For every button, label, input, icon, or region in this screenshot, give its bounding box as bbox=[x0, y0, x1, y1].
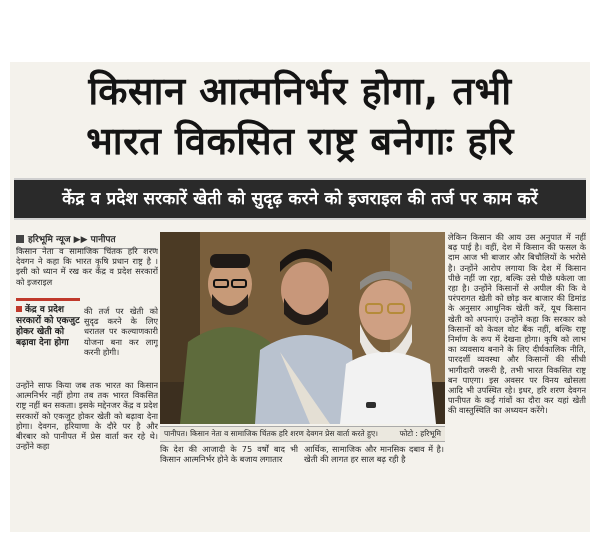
photo-illustration bbox=[160, 232, 445, 424]
article-column-3: आर्थिक, सामाजिक और मानसिक दबाव में है। खेती की लागत हर साल बढ़ रही है bbox=[304, 444, 444, 465]
headline-line-1: किसान आत्मनिर्भर होगा, तभी bbox=[88, 69, 512, 113]
pull-quote-text: केंद्र व प्रदेश सरकारों को एकजुट होकर खेती को बढ़ावा देना होगा bbox=[16, 305, 80, 348]
pull-quote bbox=[16, 298, 80, 377]
article-column-1-bottom: उन्होंने साफ किया जब तक भारत का किसान आत्मनिर्भर नहीं होगा तब तक भारत विकसित राष्ट्र नहीं बन सकता। इसके मद्देनजर केंद्र व प्रदेश सरकारों को एकजुट होकर खेती को बढ़ावा देना होगा। देवगन, हरियाणा के दौरे पर है और बीरबार को पानीपत में प्रेस वार्ता कर रहे थे। उन्होंने कहा bbox=[16, 380, 158, 452]
photo-credit: फोटो : हरिभूमि bbox=[399, 429, 441, 438]
byline-text: हरिभूमि न्यूज ▶▶ पानीपत bbox=[28, 235, 116, 245]
article-column-1-top: किसान नेता व सामाजिक चिंतक हरि शरण देवगन ने कहा कि भारत कृषि प्रधान राष्ट्र है । इसी को ध्यान में रख कर केंद्र व प्रदेश सरकारों को इजराइल bbox=[16, 246, 158, 287]
headline bbox=[14, 66, 586, 166]
article-column-4: लेकिन किसान की आय उस अनुपात में नहीं बढ़ पाई है। वहीं, देश में किसान की फसल के दाम आज भी बाजार और बिचौलियों के भरोसे है। उन्होंने आरोप लगाया कि देश में किसान पीछे नहीं जा रहा, बल्कि उसे पीछे धकेला जा रहा है। उन्होंने किसानों से अपील की कि वे परंपरागत खेती को छोड़ कर बाजार की डिमांड के अनुसार आधुनिक खेती करें, यूथ किसान खेती को अपनाएं। उन्होंने कहा कि सरकार को किसानों को केवल वोट बैंक नहीं, बल्कि राष्ट्र निर्माण के रूप में देखना होगा। कृषि को लाभ का व्यवसाय बनाने के लिए दीर्घकालिक नीति, पारदर्शी व्यवस्था और किसानों की सीधी भागीदारी जरूरी है, तभी भारत विकसित राष्ट्र बन पाएगा। इस अवसर पर विनय खोसला आदि भी उपस्थित रहे। इधर, हरि शरण देवगन पानीपत के कई गांवों का दौरा कर यहां खेती की वास्तुस्थिति का अध्ययन करेंगे। bbox=[448, 232, 586, 416]
photo-caption bbox=[160, 426, 445, 442]
press-conference-photo bbox=[160, 232, 445, 424]
subheadline-banner: केंद्र व प्रदेश सरकारें खेती को सुदृढ़ करने को इजराइल की तर्ज पर काम करें bbox=[14, 178, 586, 220]
article-column-2: कि देश की आजादी के 75 वर्षों बाद भी किसान आत्मनिर्भर होने के बजाय लगातार bbox=[160, 444, 298, 465]
news-icon bbox=[16, 235, 24, 243]
headline-line-2: भारत विकसित राष्ट्र बनेगाः हरि bbox=[86, 119, 514, 163]
bullet-icon bbox=[16, 306, 22, 312]
caption-text: पानीपत। किसान नेता व सामाजिक चिंतक हरि शरण देवगन प्रेस वार्ता करते हुए। bbox=[164, 429, 379, 438]
article-column-1-side: की तर्ज पर खेती को सुदृढ करने के लिए धरातल पर कल्याणकारी योजना बना कर लागू करनी होगी। bbox=[84, 306, 158, 357]
